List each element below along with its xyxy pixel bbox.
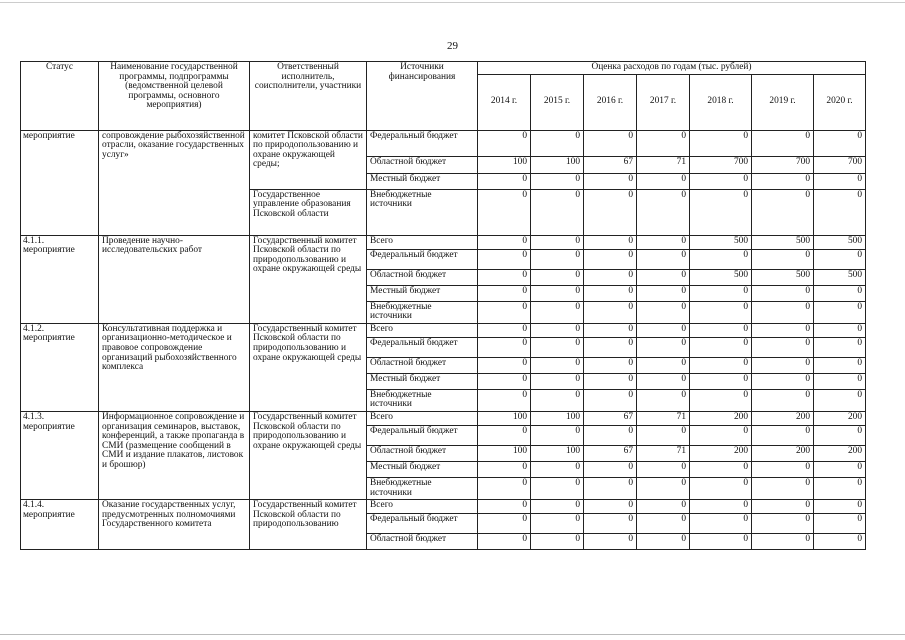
value-cell: 700 — [752, 156, 814, 173]
value-cell: 0 — [478, 173, 531, 189]
value-cell: 67 — [584, 411, 637, 425]
value-cell: 100 — [531, 156, 584, 173]
value-cell: 0 — [637, 389, 690, 411]
value-cell: 0 — [584, 514, 637, 534]
source-cell: Федеральный бюджет — [367, 514, 478, 534]
header-sources: Источники финансирования — [367, 62, 478, 131]
value-cell: 0 — [814, 389, 866, 411]
value-cell: 0 — [584, 301, 637, 323]
table-row — [21, 411, 866, 425]
header-estimate: Оценка расходов по годам (тыс. рублей) — [478, 62, 866, 75]
header-year: 2020 г. — [814, 74, 866, 130]
value-cell: 0 — [531, 500, 584, 514]
value-cell: 0 — [752, 425, 814, 445]
value-cell: 0 — [584, 477, 637, 499]
value-cell: 0 — [814, 323, 866, 337]
value-cell: 0 — [584, 500, 637, 514]
value-cell: 0 — [478, 130, 531, 156]
value-cell: 0 — [637, 514, 690, 534]
value-cell: 0 — [531, 425, 584, 445]
value-cell: 0 — [584, 461, 637, 477]
status-cell: 4.1.2. мероприятие — [21, 323, 99, 411]
value-cell: 0 — [584, 323, 637, 337]
value-cell: 0 — [814, 425, 866, 445]
value-cell: 0 — [531, 461, 584, 477]
value-cell: 200 — [690, 411, 752, 425]
source-cell: Внебюджетные источники — [367, 301, 478, 323]
expenses-table — [20, 61, 866, 550]
source-cell: Местный бюджет — [367, 373, 478, 389]
source-cell: Областной бюджет — [367, 534, 478, 550]
value-cell: 0 — [814, 514, 866, 534]
value-cell: 200 — [814, 445, 866, 461]
value-cell: 0 — [814, 357, 866, 373]
value-cell: 0 — [637, 357, 690, 373]
value-cell: 700 — [690, 156, 752, 173]
name-cell: сопровождение рыбохозяйственной отрасли, оказание государственных услуг» — [99, 130, 250, 235]
value-cell: 0 — [531, 323, 584, 337]
value-cell: 0 — [637, 235, 690, 249]
source-cell: Федеральный бюджет — [367, 249, 478, 269]
value-cell: 0 — [752, 461, 814, 477]
status-cell: мероприятие — [21, 130, 99, 235]
value-cell: 0 — [637, 285, 690, 301]
value-cell: 0 — [814, 461, 866, 477]
source-cell: Федеральный бюджет — [367, 337, 478, 357]
value-cell: 0 — [637, 130, 690, 156]
value-cell: 0 — [637, 477, 690, 499]
value-cell: 0 — [584, 249, 637, 269]
header-year: 2016 г. — [584, 74, 637, 130]
value-cell: 71 — [637, 445, 690, 461]
header-year: 2014 г. — [478, 74, 531, 130]
status-cell: 4.1.3. мероприятие — [21, 411, 99, 499]
value-cell: 0 — [584, 534, 637, 550]
value-cell: 0 — [478, 514, 531, 534]
value-cell: 0 — [690, 357, 752, 373]
source-cell: Федеральный бюджет — [367, 425, 478, 445]
value-cell: 200 — [814, 411, 866, 425]
value-cell: 0 — [531, 189, 584, 235]
value-cell: 71 — [637, 156, 690, 173]
value-cell: 0 — [637, 337, 690, 357]
value-cell: 0 — [478, 534, 531, 550]
value-cell: 0 — [637, 461, 690, 477]
value-cell: 0 — [752, 173, 814, 189]
value-cell: 0 — [584, 373, 637, 389]
value-cell: 0 — [584, 357, 637, 373]
value-cell: 0 — [752, 357, 814, 373]
value-cell: 0 — [478, 425, 531, 445]
value-cell: 0 — [478, 477, 531, 499]
source-cell: Федеральный бюджет — [367, 130, 478, 156]
value-cell: 0 — [752, 249, 814, 269]
value-cell: 100 — [478, 445, 531, 461]
value-cell: 0 — [637, 500, 690, 514]
value-cell: 0 — [814, 173, 866, 189]
value-cell: 0 — [478, 285, 531, 301]
value-cell: 100 — [478, 156, 531, 173]
value-cell: 0 — [690, 425, 752, 445]
value-cell: 0 — [690, 389, 752, 411]
value-cell: 0 — [478, 461, 531, 477]
source-cell: Всего — [367, 235, 478, 249]
value-cell: 0 — [584, 269, 637, 285]
value-cell: 0 — [478, 373, 531, 389]
value-cell: 0 — [814, 534, 866, 550]
value-cell: 0 — [637, 301, 690, 323]
value-cell: 0 — [752, 534, 814, 550]
value-cell: 67 — [584, 156, 637, 173]
value-cell: 0 — [814, 285, 866, 301]
value-cell: 0 — [531, 514, 584, 534]
value-cell: 0 — [584, 389, 637, 411]
table-row — [21, 500, 866, 514]
executor-cell: Государственный комитет Псковской области по природопользованию и охране окружающей среды — [250, 323, 367, 411]
value-cell: 0 — [531, 534, 584, 550]
header-year: 2017 г. — [637, 74, 690, 130]
source-cell: Всего — [367, 500, 478, 514]
value-cell: 0 — [814, 337, 866, 357]
value-cell: 0 — [690, 373, 752, 389]
value-cell: 100 — [478, 411, 531, 425]
source-cell: Всего — [367, 323, 478, 337]
value-cell: 0 — [752, 389, 814, 411]
value-cell: 0 — [584, 130, 637, 156]
source-cell: Внебюджетные источники — [367, 389, 478, 411]
value-cell: 0 — [584, 235, 637, 249]
value-cell: 0 — [690, 323, 752, 337]
name-cell: Консультативная поддержка и организационно-методическое и правовое сопровождение организаций рыбохозяйственного комплекса — [99, 323, 250, 411]
status-cell: 4.1.1. мероприятие — [21, 235, 99, 323]
header-year: 2015 г. — [531, 74, 584, 130]
value-cell: 0 — [531, 373, 584, 389]
value-cell: 0 — [637, 249, 690, 269]
value-cell: 0 — [637, 534, 690, 550]
value-cell: 0 — [752, 514, 814, 534]
value-cell: 0 — [690, 337, 752, 357]
value-cell: 0 — [478, 323, 531, 337]
value-cell: 0 — [531, 337, 584, 357]
value-cell: 0 — [690, 189, 752, 235]
source-cell: Местный бюджет — [367, 285, 478, 301]
name-cell: Проведение научно-исследовательских работ — [99, 235, 250, 323]
header-executor: Ответственный исполнитель, соисполнители, участники — [250, 62, 367, 131]
value-cell: 0 — [478, 301, 531, 323]
source-cell: Всего — [367, 411, 478, 425]
value-cell: 0 — [531, 301, 584, 323]
value-cell: 0 — [814, 373, 866, 389]
value-cell: 0 — [478, 235, 531, 249]
value-cell: 0 — [752, 285, 814, 301]
source-cell: Областной бюджет — [367, 156, 478, 173]
value-cell: 0 — [690, 249, 752, 269]
value-cell: 0 — [531, 235, 584, 249]
executor-cell: Государственный комитет Псковской области по природопользованию и охране окружающей среды — [250, 411, 367, 499]
value-cell: 0 — [690, 500, 752, 514]
source-cell: Местный бюджет — [367, 461, 478, 477]
header-status: Статус — [21, 62, 99, 131]
value-cell: 0 — [752, 323, 814, 337]
value-cell: 200 — [752, 411, 814, 425]
value-cell: 0 — [637, 269, 690, 285]
executor-cell: Государственный комитет Псковской области по природопользованию и охране окружающей среды — [250, 235, 367, 323]
value-cell: 0 — [752, 189, 814, 235]
value-cell: 500 — [814, 269, 866, 285]
value-cell: 0 — [637, 373, 690, 389]
value-cell: 100 — [531, 445, 584, 461]
value-cell: 200 — [690, 445, 752, 461]
value-cell: 0 — [690, 130, 752, 156]
value-cell: 0 — [531, 269, 584, 285]
value-cell: 500 — [752, 269, 814, 285]
value-cell: 0 — [752, 373, 814, 389]
value-cell: 0 — [814, 249, 866, 269]
value-cell: 0 — [752, 130, 814, 156]
value-cell: 0 — [690, 534, 752, 550]
value-cell: 0 — [690, 285, 752, 301]
source-cell: Местный бюджет — [367, 173, 478, 189]
value-cell: 0 — [814, 500, 866, 514]
value-cell: 0 — [478, 269, 531, 285]
value-cell: 0 — [478, 389, 531, 411]
value-cell: 0 — [814, 130, 866, 156]
header-year: 2019 г. — [752, 74, 814, 130]
executor-cell: комитет Псковской области по природопользованию и охране окружающей среды; — [250, 130, 367, 189]
value-cell: 0 — [531, 130, 584, 156]
executor-cell-secondary: Государственное управление образования Псковской области — [250, 189, 367, 235]
value-cell: 0 — [478, 357, 531, 373]
value-cell: 0 — [531, 357, 584, 373]
value-cell: 0 — [814, 189, 866, 235]
value-cell: 0 — [478, 249, 531, 269]
value-cell: 0 — [584, 173, 637, 189]
header-name: Наименование государственной программы, подпрограммы (ведомственной целевой программы, основного мероприятия) — [99, 62, 250, 131]
value-cell: 500 — [690, 235, 752, 249]
name-cell: Информационное сопровождение и организация семинаров, выставок, конференций, а также пропаганда в СМИ (размещение сообщений в СМИ и издание плакатов, листовок и брошюр) — [99, 411, 250, 499]
source-cell: Внебюджетные источники — [367, 477, 478, 499]
source-cell: Областной бюджет — [367, 445, 478, 461]
value-cell: 0 — [752, 301, 814, 323]
value-cell: 0 — [752, 477, 814, 499]
value-cell: 500 — [752, 235, 814, 249]
value-cell: 0 — [752, 500, 814, 514]
value-cell: 0 — [690, 514, 752, 534]
source-cell: Внебюджетные источники — [367, 189, 478, 235]
value-cell: 0 — [531, 389, 584, 411]
value-cell: 67 — [584, 445, 637, 461]
value-cell: 0 — [478, 337, 531, 357]
value-cell: 0 — [478, 189, 531, 235]
source-cell: Областной бюджет — [367, 269, 478, 285]
value-cell: 0 — [637, 425, 690, 445]
value-cell: 0 — [478, 500, 531, 514]
value-cell: 0 — [531, 173, 584, 189]
value-cell: 200 — [752, 445, 814, 461]
value-cell: 0 — [637, 323, 690, 337]
value-cell: 0 — [690, 461, 752, 477]
page-number: 29 — [447, 40, 458, 52]
value-cell: 0 — [584, 425, 637, 445]
value-cell: 0 — [531, 285, 584, 301]
value-cell: 700 — [814, 156, 866, 173]
table-row — [21, 235, 866, 249]
table-row — [21, 130, 866, 156]
value-cell: 500 — [814, 235, 866, 249]
value-cell: 0 — [690, 477, 752, 499]
value-cell: 0 — [690, 173, 752, 189]
value-cell: 0 — [584, 285, 637, 301]
status-cell: 4.1.4. мероприятие — [21, 500, 99, 550]
value-cell: 0 — [584, 189, 637, 235]
value-cell: 0 — [814, 477, 866, 499]
value-cell: 0 — [637, 189, 690, 235]
value-cell: 500 — [690, 269, 752, 285]
table-row — [21, 323, 866, 337]
executor-cell: Государственный комитет Псковской области по природопользованию — [250, 500, 367, 550]
header-year: 2018 г. — [690, 74, 752, 130]
value-cell: 71 — [637, 411, 690, 425]
name-cell: Оказание государственных услуг, предусмотренных полномочиями Государственного комитета — [99, 500, 250, 550]
value-cell: 0 — [531, 249, 584, 269]
value-cell: 0 — [690, 301, 752, 323]
value-cell: 100 — [531, 411, 584, 425]
value-cell: 0 — [637, 173, 690, 189]
value-cell: 0 — [752, 337, 814, 357]
source-cell: Областной бюджет — [367, 357, 478, 373]
value-cell: 0 — [584, 337, 637, 357]
value-cell: 0 — [531, 477, 584, 499]
value-cell: 0 — [814, 301, 866, 323]
